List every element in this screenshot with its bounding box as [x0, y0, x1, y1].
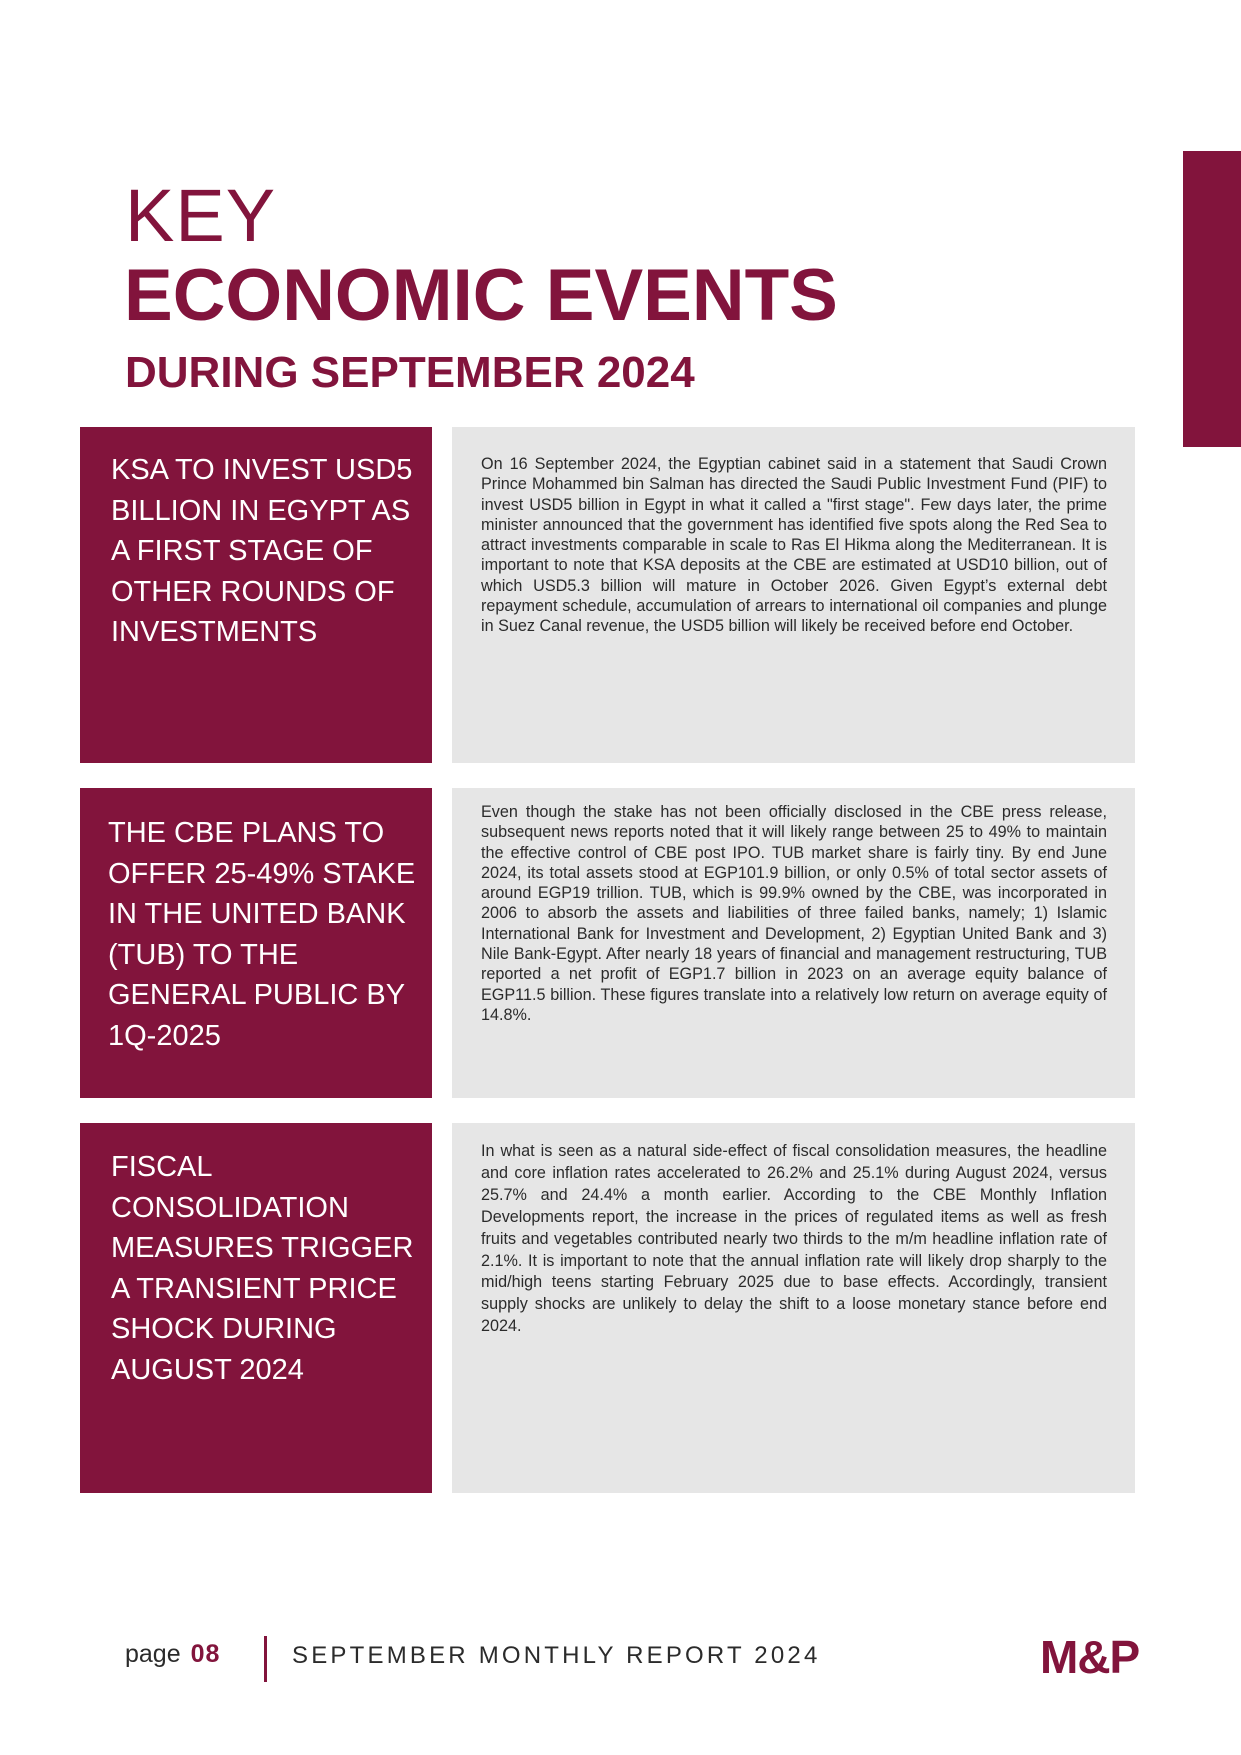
title-key: KEY	[125, 174, 277, 257]
event-2-body: Even though the stake has not been officially disclosed in the CBE press release, subsequent news reports noted that it will likely range between 25 to 49% to maintain the effective control of CBE post IPO. TUB market share is fairly tiny. By end June 2024, its total assets stood at EGP101.9 billion, or only 0.5% of total sector assets of around EGP19 trillion. TUB, which is 99.9% owned by the CBE, was incorporated in 2006 to absorb the assets and liabilities of three failed banks, namely; 1) Islamic International Bank for Investment and Development, 2) Egyptian United Bank and 3) Nile Bank-Egypt. After nearly 18 years of financial and management restructuring, TUB reported a net profit of EGP1.7 billion in 2023 on an average equity balance of EGP11.5 billion. These figures translate into a relatively low return on average equity of 14.8%.	[481, 803, 1107, 1024]
event-1-heading-box	[80, 427, 432, 763]
event-2-body-box	[452, 788, 1135, 1098]
event-3-heading-box	[80, 1123, 432, 1493]
event-3-heading: FISCAL CONSOLIDATION MEASURES TRIGGER A TRANSIENT PRICE SHOCK DURING AUGUST 2024	[111, 1151, 414, 1386]
footer-report-title: SEPTEMBER MONTHLY REPORT 2024	[292, 1642, 821, 1669]
page-title: ECONOMIC EVENTS	[124, 255, 838, 336]
footer-page-label: page	[125, 1640, 181, 1668]
event-1-heading: KSA TO INVEST USD5 BILLION IN EGYPT AS A FIRST STAGE OF OTHER ROUNDS OF INVESTMENTS	[111, 454, 413, 648]
footer-divider	[264, 1636, 267, 1682]
side-accent-tab	[1183, 151, 1241, 447]
company-logo: M&P	[1040, 1631, 1140, 1683]
event-2-heading: THE CBE PLANS TO OFFER 25-49% STAKE IN THE UNITED BANK (TUB) TO THE GENERAL PUBLIC BY 1Q-2025	[108, 817, 416, 1052]
footer-page-number: 08	[190, 1640, 221, 1668]
event-3-body-box	[452, 1123, 1135, 1493]
event-1-body-box	[452, 427, 1135, 763]
event-3-body: In what is seen as a natural side-effect of fiscal consolidation measures, the headline and core inflation rates accelerated to 26.2% and 25.1% during August 2024, versus 25.7% and 24.4% a month earlier. According to the CBE Monthly Inflation Developments report, the increase in the prices of regulated items as well as fresh fruits and vegetables contributed nearly two thirds to the m/m headline inflation rate of 2.1%. It is important to note that the annual inflation rate will likely drop sharply to the mid/high teens starting February 2025 due to base effects. Accordingly, transient supply shocks are unlikely to delay the shift to a loose monetary stance before end 2024.	[481, 1142, 1107, 1336]
event-1-body: On 16 September 2024, the Egyptian cabinet said in a statement that Saudi Crown Prince Mohammed bin Salman has directed the Saudi Public Investment Fund (PIF) to invest USD5 billion in Egypt in what it called a "first stage". Few days later, the prime minister announced that the government has identified five spots along the Red Sea to attract investments comparable in scale to Ras El Hikma along the Mediterranean. It is important to note that KSA deposits at the CBE are estimated at USD10 billion, out of which USD5.3 billion will mature in October 2026. Given Egypt’s external debt repayment schedule, accumulation of arrears to international oil companies and plunge in Suez Canal revenue, the USD5 billion will likely be received before end October.	[481, 455, 1107, 636]
footer-page-indicator	[125, 1639, 220, 1669]
event-2-heading-box	[80, 788, 432, 1098]
page-subtitle: DURING SEPTEMBER 2024	[125, 348, 695, 397]
